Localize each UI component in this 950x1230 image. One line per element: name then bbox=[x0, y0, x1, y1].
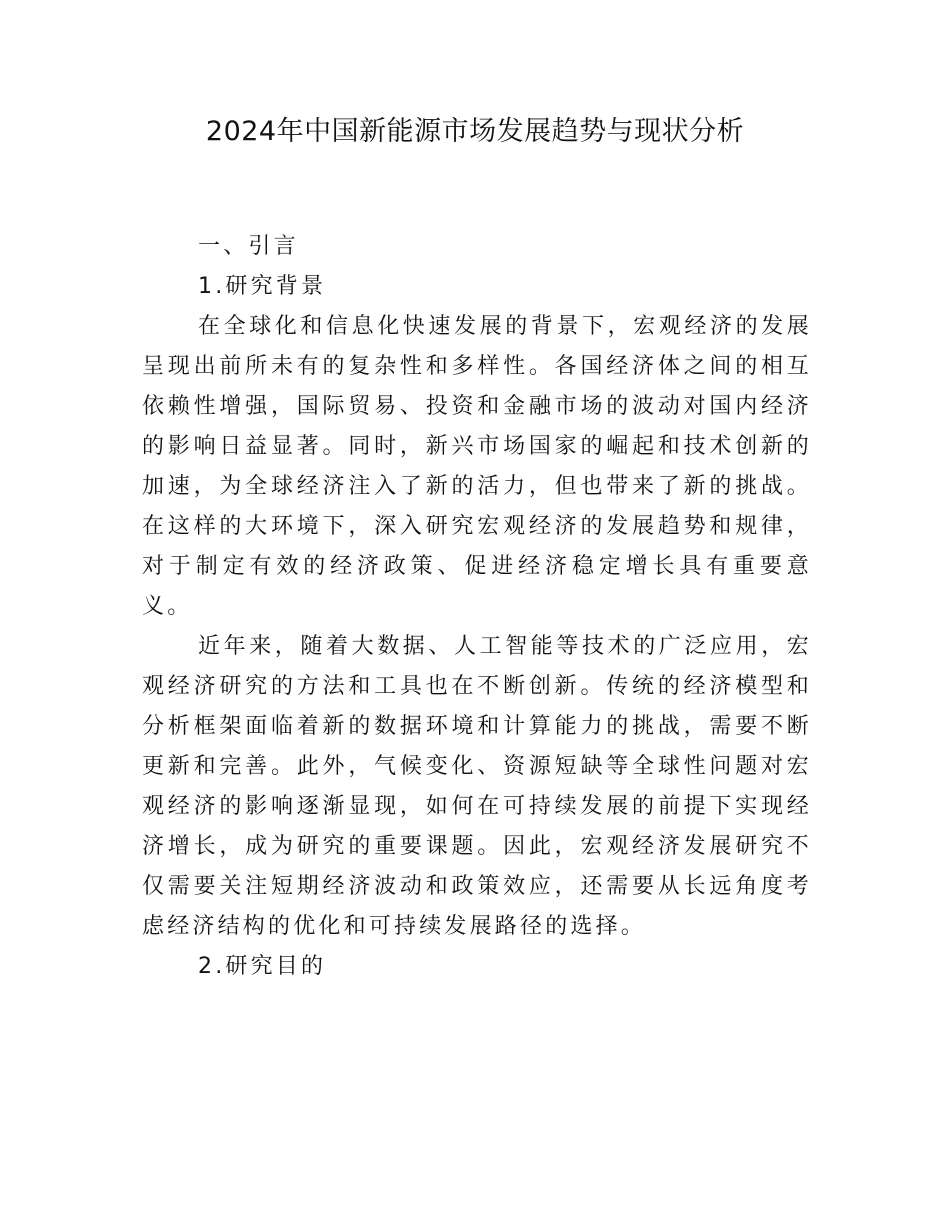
paragraph-background-2: 近年来，随着大数据、人工智能等技术的广泛应用，宏观经济研究的方法和工具也在不断创新。传统的经济模型和分析框架面临着新的数据环境和计算能力的挑战，需要不断更新和完善。此外，气候变化、资源短缺等全球性问题对宏观经济的影响逐渐显现，如何在可持续发展的前提下实现经济增长，成为研究的重要课题。因此，宏观经济发展研究不仅需要关注短期经济波动和政策效应，还需要从长远角度考虑经济结构的优化和可持续发展路径的选择。 bbox=[142, 634, 812, 939]
subsection-heading-purpose: 2.研究目的 bbox=[198, 954, 327, 979]
document-title: 2024年中国新能源市场发展趋势与现状分析 bbox=[205, 116, 745, 147]
document-body bbox=[142, 227, 812, 987]
section-heading-introduction: 一、引言 bbox=[198, 234, 299, 259]
paragraph-background-1: 在全球化和信息化快速发展的背景下，宏观经济的发展呈现出前所未有的复杂性和多样性。各国经济体之间的相互依赖性增强，国际贸易、投资和金融市场的波动对国内经济的影响日益显著。同时，新兴市场国家的崛起和技术创新的加速，为全球经济注入了新的活力，但也带来了新的挑战。在这样的大环境下，深入研究宏观经济的发展趋势和规律，对于制定有效的经济政策、促进经济稳定增长具有重要意义。 bbox=[142, 314, 812, 619]
subsection-heading-background: 1.研究背景 bbox=[198, 274, 327, 299]
